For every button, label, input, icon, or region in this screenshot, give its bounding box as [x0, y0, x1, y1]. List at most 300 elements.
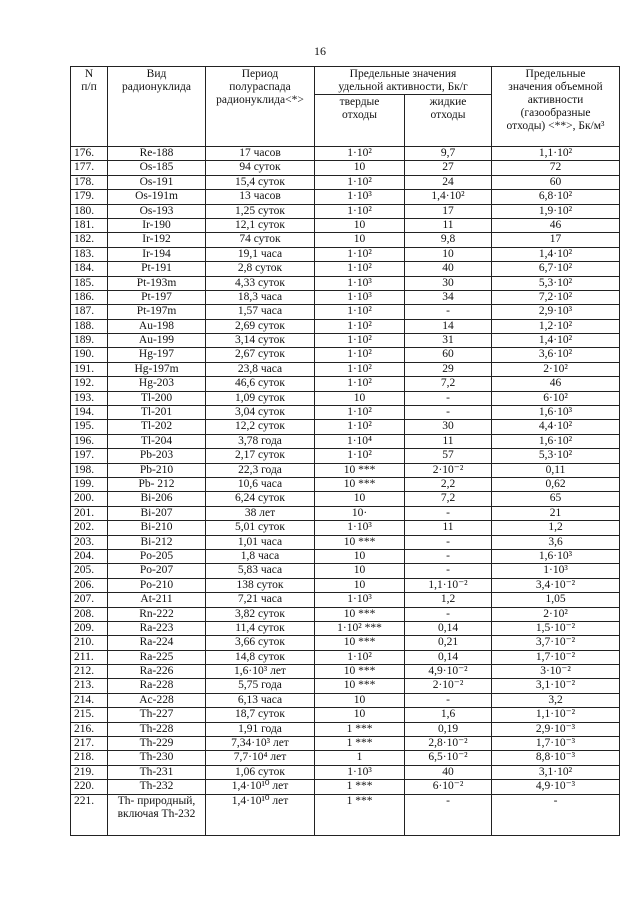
cell-solid-waste: 1·10² — [315, 420, 405, 434]
cell-radionuclide: Pt-191 — [108, 262, 206, 276]
cell-volumetric: 3,4·10⁻² — [492, 578, 620, 592]
cell-volumetric: 0,62 — [492, 477, 620, 491]
cell-number: 210. — [71, 636, 108, 650]
cell-liquid-waste: 4,9·10⁻² — [405, 665, 492, 679]
cell-solid-waste: 1·10² — [315, 348, 405, 362]
table-row — [71, 334, 620, 348]
cell-volumetric: 5,3·10² — [492, 449, 620, 463]
cell-liquid-waste: 2,2 — [405, 477, 492, 491]
cell-solid-waste: 1·10² — [315, 406, 405, 420]
cell-radionuclide: Hg-197m — [108, 362, 206, 376]
cell-number: 218. — [71, 751, 108, 765]
cell-solid-waste: 10 — [315, 564, 405, 578]
cell-number: 178. — [71, 175, 108, 189]
cell-liquid-waste: 11 — [405, 521, 492, 535]
cell-solid-waste: 10 — [315, 708, 405, 722]
cell-half-life: 7,7·10⁴ лет — [206, 751, 315, 765]
cell-number: 201. — [71, 506, 108, 520]
table-row — [71, 319, 620, 333]
cell-liquid-waste: 1,2 — [405, 593, 492, 607]
cell-radionuclide: Tl-201 — [108, 406, 206, 420]
cell-solid-waste: 1·10³ — [315, 521, 405, 535]
cell-radionuclide: Ra-223 — [108, 621, 206, 635]
cell-half-life: 22,3 года — [206, 463, 315, 477]
cell-solid-waste: 1 *** — [315, 737, 405, 751]
table-row — [71, 765, 620, 779]
cell-liquid-waste: 0,14 — [405, 621, 492, 635]
cell-half-life: 15,4 суток — [206, 175, 315, 189]
cell-solid-waste: 10 *** — [315, 607, 405, 621]
cell-solid-waste: 1·10² — [315, 175, 405, 189]
cell-volumetric: 1,5·10⁻² — [492, 621, 620, 635]
cell-half-life: 7,34·10³ лет — [206, 737, 315, 751]
cell-number: 185. — [71, 276, 108, 290]
cell-volumetric: 60 — [492, 175, 620, 189]
table-row — [71, 679, 620, 693]
table-row — [71, 391, 620, 405]
cell-solid-waste: 10 — [315, 693, 405, 707]
cell-solid-waste: 1·10² — [315, 204, 405, 218]
table-row — [71, 161, 620, 175]
cell-volumetric: 6,7·10² — [492, 262, 620, 276]
cell-volumetric: 1,05 — [492, 593, 620, 607]
cell-half-life: 12,2 суток — [206, 420, 315, 434]
cell-number: 189. — [71, 334, 108, 348]
cell-radionuclide: Po-207 — [108, 564, 206, 578]
cell-radionuclide: Th-228 — [108, 722, 206, 736]
cell-liquid-waste: 7,2 — [405, 377, 492, 391]
table-row — [71, 665, 620, 679]
cell-number: 196. — [71, 434, 108, 448]
cell-half-life: 1,91 года — [206, 722, 315, 736]
cell-solid-waste: 1·10² — [315, 319, 405, 333]
cell-number: 214. — [71, 693, 108, 707]
cell-liquid-waste: 6·10⁻² — [405, 780, 492, 794]
cell-liquid-waste: 7,2 — [405, 492, 492, 506]
cell-liquid-waste: 17 — [405, 204, 492, 218]
cell-liquid-waste: 2,8·10⁻² — [405, 737, 492, 751]
cell-volumetric: 1,6·10³ — [492, 406, 620, 420]
cell-radionuclide: Pt-193m — [108, 276, 206, 290]
cell-liquid-waste: 0,19 — [405, 722, 492, 736]
cell-number: 182. — [71, 233, 108, 247]
cell-liquid-waste: - — [405, 693, 492, 707]
table-row — [71, 147, 620, 161]
cell-half-life: 38 лет — [206, 506, 315, 520]
cell-number: 206. — [71, 578, 108, 592]
table-row — [71, 449, 620, 463]
cell-half-life: 3,82 суток — [206, 607, 315, 621]
cell-liquid-waste: 34 — [405, 290, 492, 304]
cell-solid-waste: 1·10² *** — [315, 621, 405, 635]
table-row — [71, 247, 620, 261]
cell-radionuclide: Re-188 — [108, 147, 206, 161]
cell-radionuclide: Tl-204 — [108, 434, 206, 448]
cell-liquid-waste: - — [405, 506, 492, 520]
cell-number: 216. — [71, 722, 108, 736]
cell-solid-waste: 10· — [315, 506, 405, 520]
cell-number: 180. — [71, 204, 108, 218]
cell-half-life: 6,13 часа — [206, 693, 315, 707]
cell-solid-waste: 1·10³ — [315, 765, 405, 779]
cell-liquid-waste: 11 — [405, 434, 492, 448]
cell-liquid-waste: 60 — [405, 348, 492, 362]
cell-solid-waste: 1·10² — [315, 362, 405, 376]
table-row — [71, 607, 620, 621]
cell-liquid-waste: 1,6 — [405, 708, 492, 722]
cell-volumetric: 1,6·10² — [492, 434, 620, 448]
cell-half-life: 74 суток — [206, 233, 315, 247]
cell-number: 200. — [71, 492, 108, 506]
cell-liquid-waste: 40 — [405, 765, 492, 779]
cell-half-life: 1,8 часа — [206, 549, 315, 563]
cell-solid-waste: 10 — [315, 549, 405, 563]
cell-number: 215. — [71, 708, 108, 722]
cell-half-life: 6,24 суток — [206, 492, 315, 506]
table-row — [71, 348, 620, 362]
cell-solid-waste: 10 — [315, 391, 405, 405]
table-row — [71, 492, 620, 506]
cell-radionuclide: Po-205 — [108, 549, 206, 563]
cell-volumetric: 1,7·10⁻³ — [492, 737, 620, 751]
cell-radionuclide: Os-193 — [108, 204, 206, 218]
cell-solid-waste: 10 *** — [315, 679, 405, 693]
cell-number: 195. — [71, 420, 108, 434]
cell-number: 205. — [71, 564, 108, 578]
cell-number: 186. — [71, 290, 108, 304]
table-row — [71, 262, 620, 276]
cell-radionuclide: Th-227 — [108, 708, 206, 722]
cell-liquid-waste: 31 — [405, 334, 492, 348]
cell-solid-waste: 1·10² — [315, 650, 405, 664]
cell-half-life: 13 часов — [206, 190, 315, 204]
header-liquid-waste: жидкие отходы — [405, 95, 492, 147]
cell-volumetric: 17 — [492, 233, 620, 247]
cell-solid-waste: 1 *** — [315, 722, 405, 736]
cell-volumetric: 1,4·10² — [492, 247, 620, 261]
cell-half-life: 4,33 суток — [206, 276, 315, 290]
table-row — [71, 621, 620, 635]
cell-liquid-waste: - — [405, 406, 492, 420]
cell-radionuclide: Pb- 212 — [108, 477, 206, 491]
cell-solid-waste: 1·10² — [315, 377, 405, 391]
cell-volumetric: 1,2·10² — [492, 319, 620, 333]
cell-number: 194. — [71, 406, 108, 420]
cell-radionuclide: Ir-194 — [108, 247, 206, 261]
cell-half-life: 3,04 суток — [206, 406, 315, 420]
cell-volumetric: 2,9·10⁻³ — [492, 722, 620, 736]
header-radionuclide: Вид радионуклида — [108, 67, 206, 147]
cell-half-life: 23,8 часа — [206, 362, 315, 376]
cell-volumetric: 46 — [492, 218, 620, 232]
cell-solid-waste: 10 — [315, 578, 405, 592]
cell-radionuclide: Th-232 — [108, 780, 206, 794]
cell-volumetric: 2·10² — [492, 607, 620, 621]
cell-radionuclide: Au-199 — [108, 334, 206, 348]
cell-volumetric: 3,6 — [492, 535, 620, 549]
cell-volumetric: 3,1·10⁻² — [492, 679, 620, 693]
cell-half-life: 5,01 суток — [206, 521, 315, 535]
table-row — [71, 305, 620, 319]
cell-solid-waste: 10 *** — [315, 463, 405, 477]
cell-liquid-waste: - — [405, 305, 492, 319]
table-row — [71, 578, 620, 592]
cell-liquid-waste: 1,1·10⁻² — [405, 578, 492, 592]
table-row — [71, 564, 620, 578]
table-row — [71, 521, 620, 535]
cell-radionuclide: Tl-200 — [108, 391, 206, 405]
cell-radionuclide: Tl-202 — [108, 420, 206, 434]
table-row — [71, 636, 620, 650]
table-row — [71, 377, 620, 391]
cell-liquid-waste: 57 — [405, 449, 492, 463]
cell-number: 197. — [71, 449, 108, 463]
table-body — [71, 147, 620, 836]
cell-volumetric: 1,4·10² — [492, 334, 620, 348]
cell-radionuclide: Pt-197m — [108, 305, 206, 319]
cell-solid-waste: 10 — [315, 161, 405, 175]
cell-solid-waste: 1·10² — [315, 147, 405, 161]
page-number: 16 — [314, 44, 326, 58]
cell-half-life: 138 суток — [206, 578, 315, 592]
cell-half-life: 18,7 суток — [206, 708, 315, 722]
table-row — [71, 175, 620, 189]
cell-number: 209. — [71, 621, 108, 635]
table-row — [71, 190, 620, 204]
table-row — [71, 362, 620, 376]
cell-number: 219. — [71, 765, 108, 779]
cell-number: 176. — [71, 147, 108, 161]
cell-radionuclide: Au-198 — [108, 319, 206, 333]
cell-number: 217. — [71, 737, 108, 751]
cell-liquid-waste: 9,7 — [405, 147, 492, 161]
cell-radionuclide: Os-185 — [108, 161, 206, 175]
cell-half-life: 2,69 суток — [206, 319, 315, 333]
cell-liquid-waste: - — [405, 391, 492, 405]
cell-solid-waste: 1·10² — [315, 305, 405, 319]
cell-number: 208. — [71, 607, 108, 621]
cell-radionuclide: Th-231 — [108, 765, 206, 779]
cell-radionuclide: Ir-192 — [108, 233, 206, 247]
cell-half-life: 1,06 суток — [206, 765, 315, 779]
table-row — [71, 593, 620, 607]
cell-half-life: 19,1 часа — [206, 247, 315, 261]
cell-solid-waste: 10 — [315, 233, 405, 247]
cell-half-life: 5,75 года — [206, 679, 315, 693]
cell-radionuclide: Bi-212 — [108, 535, 206, 549]
cell-half-life: 10,6 часа — [206, 477, 315, 491]
table-row — [71, 233, 620, 247]
cell-number: 221. — [71, 794, 108, 835]
cell-volumetric: 3·10⁻² — [492, 665, 620, 679]
cell-volumetric: 0,11 — [492, 463, 620, 477]
cell-solid-waste: 10 *** — [315, 636, 405, 650]
cell-volumetric: 1,9·10² — [492, 204, 620, 218]
cell-half-life: 2,8 суток — [206, 262, 315, 276]
cell-radionuclide: Th-230 — [108, 751, 206, 765]
cell-volumetric: 7,2·10² — [492, 290, 620, 304]
cell-solid-waste: 1·10² — [315, 449, 405, 463]
cell-radionuclide: Bi-207 — [108, 506, 206, 520]
cell-half-life: 3,78 года — [206, 434, 315, 448]
cell-half-life: 7,21 часа — [206, 593, 315, 607]
table-row — [71, 737, 620, 751]
table-row — [71, 406, 620, 420]
cell-volumetric: 4,4·10² — [492, 420, 620, 434]
cell-liquid-waste: 10 — [405, 247, 492, 261]
cell-liquid-waste: 6,5·10⁻² — [405, 751, 492, 765]
cell-solid-waste: 1·10² — [315, 334, 405, 348]
cell-liquid-waste: 29 — [405, 362, 492, 376]
cell-number: 190. — [71, 348, 108, 362]
cell-half-life: 1,09 суток — [206, 391, 315, 405]
cell-number: 188. — [71, 319, 108, 333]
cell-radionuclide: At-211 — [108, 593, 206, 607]
table-row — [71, 751, 620, 765]
cell-solid-waste: 10 — [315, 218, 405, 232]
table-row — [71, 420, 620, 434]
cell-liquid-waste: 40 — [405, 262, 492, 276]
table-row — [71, 506, 620, 520]
cell-half-life: 17 часов — [206, 147, 315, 161]
header-half-life: Период полураспада радионуклида<*> — [206, 67, 315, 147]
cell-solid-waste: 1 *** — [315, 780, 405, 794]
cell-liquid-waste: 27 — [405, 161, 492, 175]
cell-solid-waste: 1·10⁴ — [315, 434, 405, 448]
cell-volumetric: 65 — [492, 492, 620, 506]
cell-liquid-waste: 0,14 — [405, 650, 492, 664]
cell-half-life: 46,6 суток — [206, 377, 315, 391]
table-row — [71, 463, 620, 477]
cell-liquid-waste: 30 — [405, 276, 492, 290]
cell-half-life: 18,3 часа — [206, 290, 315, 304]
cell-volumetric: 2·10² — [492, 362, 620, 376]
cell-liquid-waste: 2·10⁻² — [405, 463, 492, 477]
cell-number: 179. — [71, 190, 108, 204]
cell-number: 198. — [71, 463, 108, 477]
table-row — [71, 780, 620, 794]
cell-volumetric: 6·10² — [492, 391, 620, 405]
cell-radionuclide: Ir-190 — [108, 218, 206, 232]
cell-half-life: 12,1 суток — [206, 218, 315, 232]
cell-radionuclide: Hg-203 — [108, 377, 206, 391]
cell-number: 213. — [71, 679, 108, 693]
cell-number: 183. — [71, 247, 108, 261]
cell-liquid-waste: 0,21 — [405, 636, 492, 650]
cell-volumetric: 21 — [492, 506, 620, 520]
cell-solid-waste: 1 — [315, 751, 405, 765]
cell-half-life: 1,4·10¹⁰ лет — [206, 780, 315, 794]
cell-volumetric: 2,9·10³ — [492, 305, 620, 319]
table-row — [71, 218, 620, 232]
table-header — [71, 67, 620, 147]
cell-number: 203. — [71, 535, 108, 549]
cell-half-life: 5,83 часа — [206, 564, 315, 578]
cell-radionuclide: Ac-228 — [108, 693, 206, 707]
table-row — [71, 204, 620, 218]
cell-radionuclide: Os-191 — [108, 175, 206, 189]
header-solid-waste: твердые отходы — [315, 95, 405, 147]
cell-liquid-waste: - — [405, 549, 492, 563]
cell-volumetric: 72 — [492, 161, 620, 175]
cell-liquid-waste: 9,8 — [405, 233, 492, 247]
cell-solid-waste: 10 *** — [315, 665, 405, 679]
cell-half-life: 11,4 суток — [206, 621, 315, 635]
cell-number: 199. — [71, 477, 108, 491]
cell-liquid-waste: 24 — [405, 175, 492, 189]
cell-solid-waste: 10 — [315, 492, 405, 506]
cell-volumetric: 1,6·10³ — [492, 549, 620, 563]
cell-volumetric: 1,7·10⁻² — [492, 650, 620, 664]
cell-number: 187. — [71, 305, 108, 319]
table-row — [71, 693, 620, 707]
cell-volumetric: - — [492, 794, 620, 835]
cell-liquid-waste: - — [405, 794, 492, 835]
cell-liquid-waste: 14 — [405, 319, 492, 333]
table-row — [71, 276, 620, 290]
cell-volumetric: 5,3·10² — [492, 276, 620, 290]
cell-number: 193. — [71, 391, 108, 405]
cell-half-life: 3,14 суток — [206, 334, 315, 348]
cell-liquid-waste: 1,4·10² — [405, 190, 492, 204]
cell-half-life: 14,8 суток — [206, 650, 315, 664]
header-specific-activity: Предельные значения удельной активности, Бк/г — [315, 67, 492, 95]
header-volumetric-activity: Предельные значения объемной активности (газообразные отходы) <**>, Бк/м³ — [492, 67, 620, 147]
cell-volumetric: 1·10³ — [492, 564, 620, 578]
cell-half-life: 94 суток — [206, 161, 315, 175]
cell-radionuclide: Bi-210 — [108, 521, 206, 535]
cell-solid-waste: 1·10³ — [315, 290, 405, 304]
cell-half-life: 1,57 часа — [206, 305, 315, 319]
table-row — [71, 290, 620, 304]
cell-volumetric: 1,1·10⁻² — [492, 708, 620, 722]
cell-half-life: 1,01 часа — [206, 535, 315, 549]
cell-number: 192. — [71, 377, 108, 391]
cell-radionuclide: Rn-222 — [108, 607, 206, 621]
table-row — [71, 794, 620, 835]
cell-solid-waste: 1·10³ — [315, 276, 405, 290]
cell-number: 207. — [71, 593, 108, 607]
cell-number: 211. — [71, 650, 108, 664]
cell-radionuclide: Ra-228 — [108, 679, 206, 693]
cell-volumetric: 3,1·10² — [492, 765, 620, 779]
cell-half-life: 1,25 суток — [206, 204, 315, 218]
table-row — [71, 477, 620, 491]
cell-volumetric: 3,6·10² — [492, 348, 620, 362]
cell-radionuclide: Pt-197 — [108, 290, 206, 304]
cell-number: 220. — [71, 780, 108, 794]
cell-radionuclide: Ra-226 — [108, 665, 206, 679]
cell-liquid-waste: 2·10⁻² — [405, 679, 492, 693]
cell-radionuclide: Th-229 — [108, 737, 206, 751]
cell-radionuclide: Ra-225 — [108, 650, 206, 664]
cell-number: 202. — [71, 521, 108, 535]
cell-solid-waste: 1 *** — [315, 794, 405, 835]
cell-solid-waste: 10 *** — [315, 535, 405, 549]
cell-volumetric: 1,1·10² — [492, 147, 620, 161]
cell-solid-waste: 1·10³ — [315, 593, 405, 607]
cell-number: 191. — [71, 362, 108, 376]
cell-radionuclide: Ra-224 — [108, 636, 206, 650]
cell-half-life: 3,66 суток — [206, 636, 315, 650]
table-row — [71, 434, 620, 448]
cell-half-life: 1,6·10³ лет — [206, 665, 315, 679]
cell-liquid-waste: - — [405, 607, 492, 621]
radionuclide-limits-table — [70, 66, 620, 836]
cell-radionuclide: Th- природный, включая Th-232 — [108, 794, 206, 835]
cell-liquid-waste: 11 — [405, 218, 492, 232]
cell-solid-waste: 1·10² — [315, 262, 405, 276]
